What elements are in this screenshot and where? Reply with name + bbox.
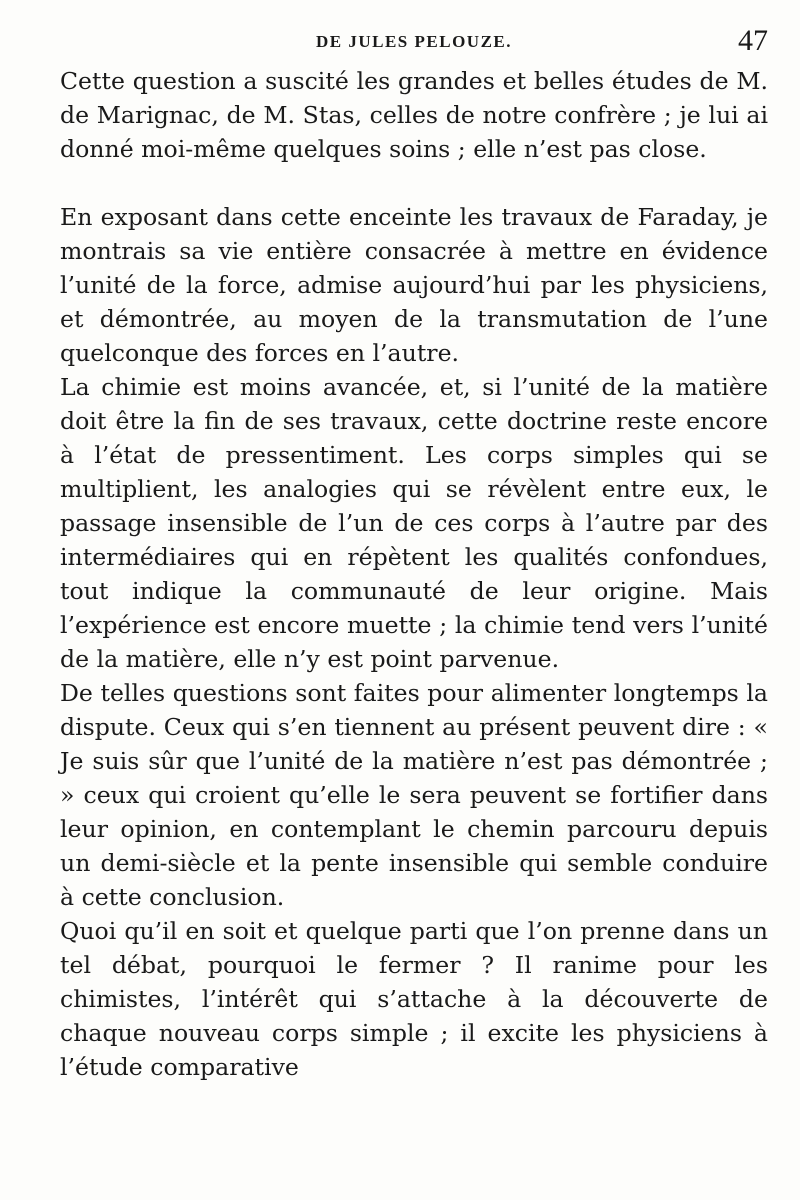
paragraph-1: Cette question a suscité les grandes et belles études de M. de Marignac, de M. Stas, celles de notre confrère ; je lui ai donné moi-même quelques soins ; elle n’est pas close.: [60, 67, 768, 163]
paragraph-3: La chimie est moins avancée, et, si l’unité de la matière doit être la fin de ses travaux, cette doctrine reste encore à l’état de pressentiment. Les corps simples qui se multiplient, les analogies qui se révèlent entre eux, le passage insensible de l’un de ces corps à l’autre par des intermédiaires qui en répètent les qualités confondues, tout indique la communauté de leur origine. Mais l’expérience est encore muette ; la chimie tend vers l’unité de la matière, elle n’y est point parvenue.: [60, 373, 768, 673]
paragraph-4: De telles questions sont faites pour alimenter longtemps la dispute. Ceux qui s’en tiennent au présent peuvent dire : « Je suis sûr que l’unité de la matière n’est pas démontrée ; » ceux qui croient qu’elle le sera peuvent se fortifier dans leur opinion, en contemplant le chemin parcouru depuis un demi-siècle et la pente insensible qui semble conduire à cette conclusion.: [60, 679, 768, 911]
running-head: [60, 20, 768, 64]
running-title: DE JULES PELOUZE.: [315, 32, 512, 51]
paragraph-2: En exposant dans cette enceinte les travaux de Faraday, je montrais sa vie entière consacrée à mettre en évidence l’unité de la force, admise aujourd’hui par les physiciens, et démontrée, au moyen de la transmutation de l’une quelconque des forces en l’autre.: [60, 203, 768, 367]
paragraph-5: Quoi qu’il en soit et quelque parti que l’on prenne dans un tel débat, pourquoi le fermer ? Il ranime pour les chimistes, l’intérêt qui s’attache à la découverte de chaque nouveau corps simple ; il excite les physiciens à l’étude comparative: [60, 917, 768, 1081]
body-text: [60, 64, 768, 1084]
page-number: 47: [738, 24, 768, 57]
